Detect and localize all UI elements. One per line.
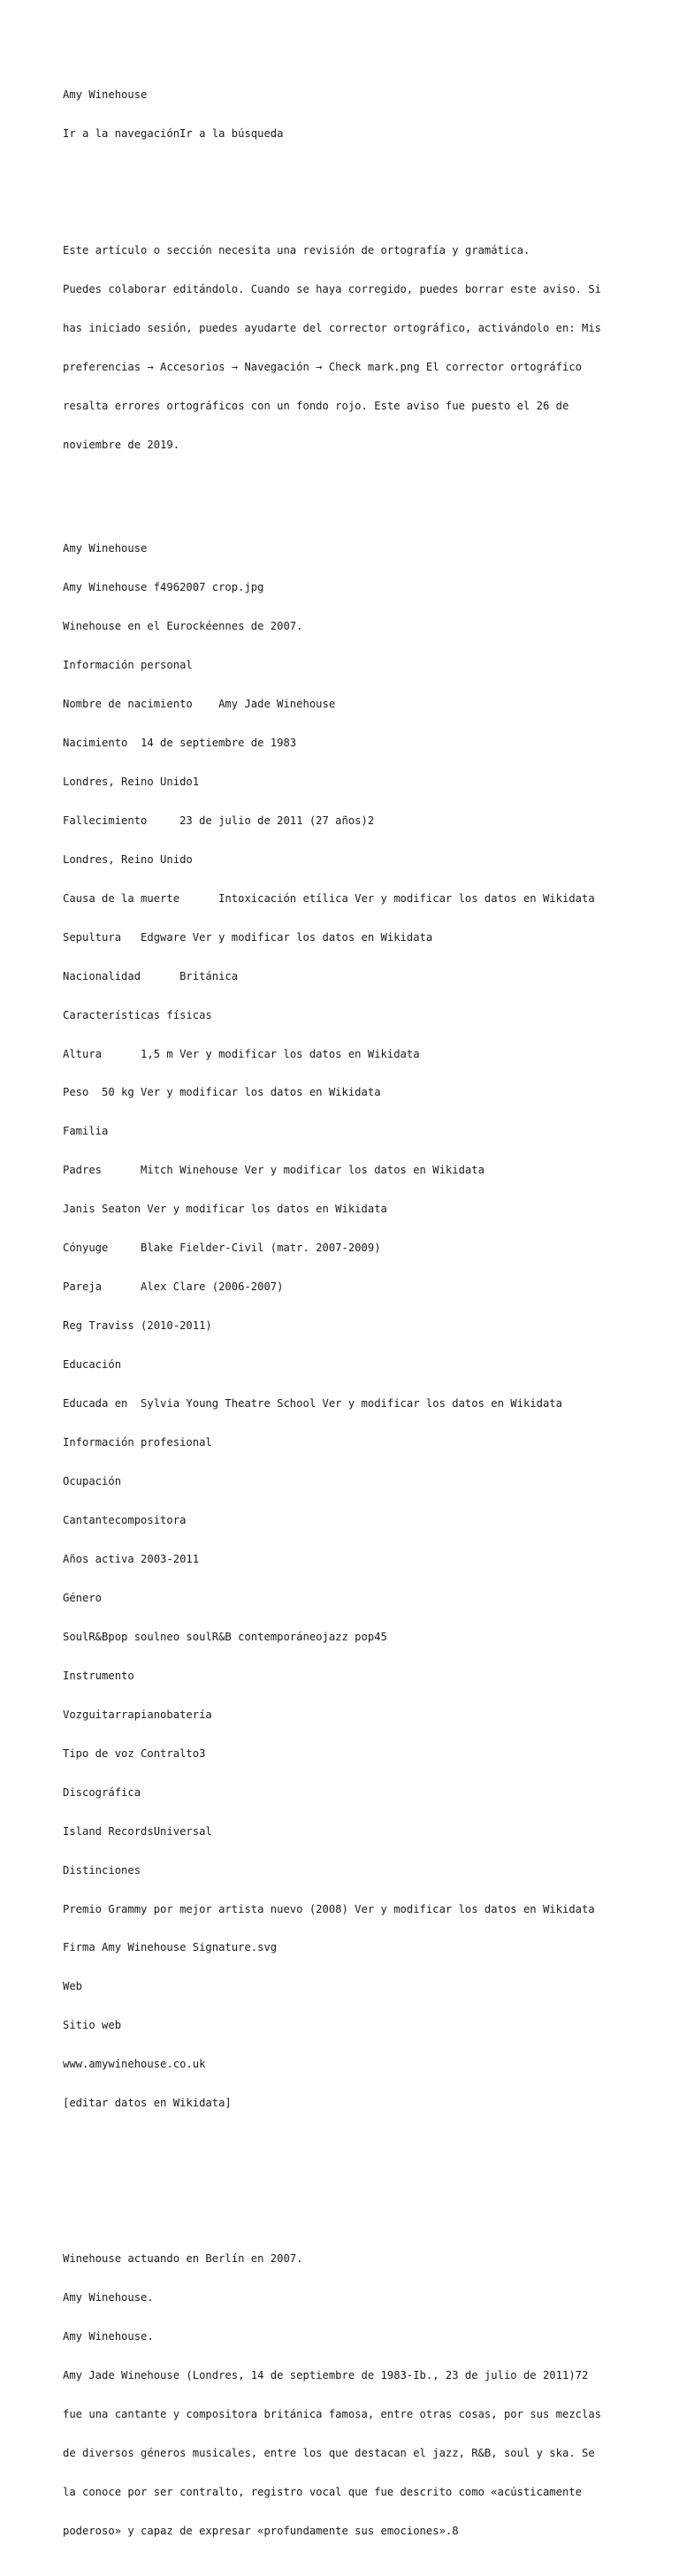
infobox-line: Sitio web — [63, 2019, 122, 2032]
edit-wikidata-link[interactable]: [editar datos en Wikidata] — [63, 2097, 232, 2110]
infobox-line: Firma Amy Winehouse Signature.svg — [63, 1941, 278, 1954]
body-line: Amy Winehouse. — [63, 2291, 154, 2305]
notice-line: Puedes colaborar editándolo. Cuando se haya corregido, puedes borrar este aviso. Si — [63, 283, 602, 296]
infobox-line: Londres, Reino Unido — [63, 852, 193, 866]
body-line: de diversos géneros musicales, entre los que destacan el jazz, R&B, soul y ska. Se — [63, 2446, 595, 2459]
article-body — [63, 2227, 664, 2564]
infobox-line: SoulR&Bpop soulneo soulR&B contemporáneojazz pop45 — [63, 1630, 387, 1643]
infobox-line: Cónyuge Blake Fielder-Civil (matr. 2007-2009) — [63, 1242, 381, 1255]
infobox-line: Amy Winehouse — [63, 542, 148, 555]
infobox-line: Fallecimiento 23 de julio de 2011 (27 años)2 — [63, 814, 375, 827]
infobox-line: Nacionalidad Británica — [63, 969, 239, 982]
notice-line: has iniciado sesión, puedes ayudarte del corrector ortográfico, activándolo en: Mis — [63, 322, 602, 335]
infobox-line: Nombre de nacimiento Amy Jade Winehouse — [63, 697, 336, 710]
infobox-line: Altura 1,5 m Ver y modificar los datos en Wikidata — [63, 1047, 420, 1060]
notice-line: resalta errores ortográficos con un fondo rojo. Este aviso fue puesto el 26 de — [63, 399, 569, 412]
infobox-line: Winehouse en el Eurockéennes de 2007. — [63, 620, 303, 633]
notice-line: noviembre de 2019. — [63, 438, 180, 451]
body-line: la conoce por ser contralto, registro vocal que fue descrito como «acústicamente — [63, 2485, 582, 2498]
infobox-line: Sepultura Edgware Ver y modificar los datos en Wikidata — [63, 930, 433, 944]
spacer — [63, 166, 664, 180]
infobox-line: Tipo de voz Contralto3 — [63, 1747, 206, 1760]
infobox-line: Años activa 2003-2011 — [63, 1552, 200, 1565]
infobox-line: Educación — [63, 1358, 122, 1372]
infobox-line: Premio Grammy por mejor artista nuevo (2008) Ver y modificar los datos en Wikidata — [63, 1902, 595, 1915]
infobox-line: Información profesional — [63, 1436, 212, 1449]
spacer — [63, 2175, 664, 2188]
document-page — [63, 63, 664, 2576]
infobox-line: Amy Winehouse f4962007 crop.jpg — [63, 581, 264, 594]
infobox — [63, 516, 664, 2136]
infobox-line: Familia — [63, 1125, 109, 1138]
infobox-line: Género — [63, 1591, 103, 1604]
website-link[interactable]: www.amywinehouse.co.uk — [63, 2058, 206, 2071]
infobox-line: Peso 50 kg Ver y modificar los datos en Wikidata — [63, 1086, 381, 1099]
body-line: Winehouse actuando en Berlín en 2007. — [63, 2252, 303, 2266]
infobox-line: Padres Mitch Winehouse Ver y modificar los datos en Wikidata — [63, 1164, 484, 1177]
infobox-line: Pareja Alex Clare (2006-2007) — [63, 1280, 284, 1294]
infobox-line: Janis Seaton Ver y modificar los datos en Wikidata — [63, 1203, 387, 1216]
infobox-line: Ocupación — [63, 1475, 122, 1488]
infobox-line: Londres, Reino Unido1 — [63, 775, 200, 788]
infobox-line: Island RecordsUniversal — [63, 1824, 212, 1838]
infobox-line: Instrumento — [63, 1669, 134, 1682]
infobox-line: Distinciones — [63, 1863, 141, 1877]
infobox-line: Información personal — [63, 659, 193, 671]
infobox-line: Nacimiento 14 de septiembre de 1983 — [63, 736, 297, 749]
body-line: fue una cantante y compositora británica famosa, entre otras cosas, por sus mezclas — [63, 2407, 602, 2420]
infobox-line: Cantantecompositora — [63, 1513, 187, 1526]
body-line: Amy Winehouse. — [63, 2330, 154, 2343]
article-title: Amy Winehouse — [63, 88, 148, 102]
notice-line: Este artículo o sección necesita una revisión de ortografía y gramática. — [63, 244, 530, 257]
body-line: Amy Jade Winehouse (Londres, 14 de septiembre de 1983-Ib., 23 de julio de 2011)72 — [63, 2368, 589, 2381]
notice-line: preferencias → Accesorios → Navegación → Check mark.png El corrector ortográfico — [63, 361, 582, 373]
infobox-line: Vozguitarrapianobatería — [63, 1708, 212, 1721]
infobox-line: Reg Traviss (2010-2011) — [63, 1319, 212, 1333]
infobox-line: Causa de la muerte Intoxicación etílica Ver y modificar los datos en Wikidata — [63, 891, 595, 905]
infobox-line: Educada en Sylvia Young Theatre School Ver y modificar los datos en Wikidata — [63, 1397, 562, 1410]
infobox-line: Características físicas — [63, 1008, 212, 1021]
body-line: poderoso» y capaz de expresar «profundamente sus emociones».8 — [63, 2524, 459, 2537]
infobox-line: Web — [63, 1980, 83, 1993]
maintenance-notice — [63, 218, 664, 478]
skip-navigation-links[interactable]: Ir a la navegaciónIr a la búsqueda — [63, 127, 284, 141]
infobox-line: Discográfica — [63, 1785, 141, 1799]
